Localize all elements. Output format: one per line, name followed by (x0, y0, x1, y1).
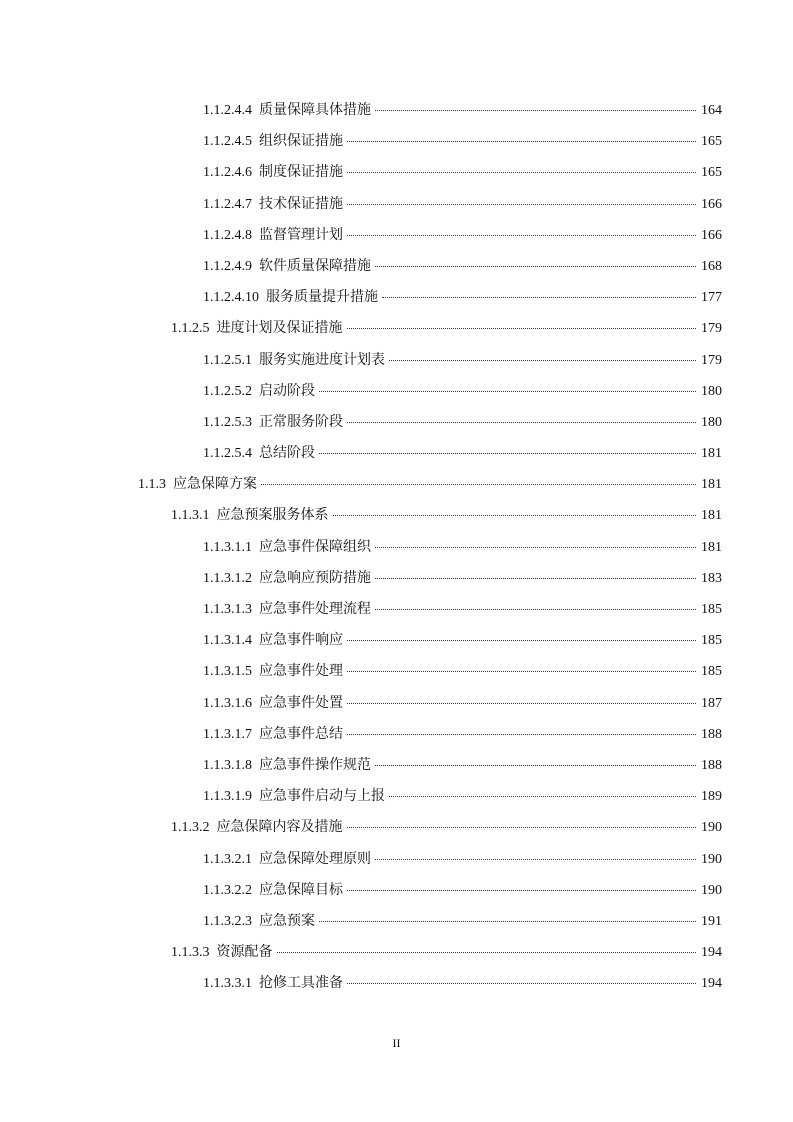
toc-entry-title: 应急事件处理 (259, 663, 343, 680)
toc-entry-number: 1.1.2.4.8 (203, 227, 252, 243)
dot-leader (347, 734, 696, 735)
dot-leader (347, 703, 696, 704)
toc-entry-page: 185 (701, 664, 722, 680)
toc-entry[interactable] (0, 469, 793, 500)
toc-entry-page: 187 (701, 695, 722, 711)
toc-entry-page: 185 (701, 633, 722, 649)
toc-entry-number: 1.1.3.3 (171, 945, 210, 961)
toc-entry-title: 应急事件保障组织 (259, 538, 371, 555)
toc-entry[interactable] (0, 438, 793, 469)
toc-entry-number: 1.1.2.4.10 (203, 290, 259, 306)
toc-entry-number: 1.1.3.2.1 (203, 851, 252, 867)
toc-entry-title: 应急保障处理原则 (259, 850, 371, 867)
toc-entry-page: 190 (701, 882, 722, 898)
toc-entry-page: 166 (701, 196, 722, 212)
toc-entry-number: 1.1.3.2.2 (203, 882, 252, 898)
dot-leader (382, 297, 696, 298)
toc-entry-title: 服务实施进度计划表 (259, 351, 385, 368)
dot-leader (347, 422, 696, 423)
dot-leader (375, 859, 696, 860)
toc-entry[interactable] (0, 500, 793, 531)
toc-entry-number: 1.1.3.1.8 (203, 757, 252, 773)
dot-leader (347, 827, 697, 828)
dot-leader (375, 266, 696, 267)
toc-entry-title: 质量保障具体措施 (259, 102, 371, 118)
toc-entry-title: 进度计划及保证措施 (216, 320, 343, 337)
dot-leader (347, 983, 696, 984)
dot-leader (333, 515, 697, 516)
toc-entry-title: 应急保障目标 (259, 881, 343, 898)
toc-entry[interactable] (0, 282, 793, 313)
toc-entry-page: 194 (701, 945, 722, 961)
dot-leader (375, 547, 696, 548)
toc-entry[interactable] (0, 937, 793, 968)
toc-entry-title: 服务质量提升措施 (266, 289, 378, 306)
toc-entry-number: 1.1.3.3.1 (203, 976, 252, 992)
toc-entry-title: 应急预案服务体系 (216, 507, 329, 524)
toc-entry-number: 1.1.2.5.3 (203, 414, 252, 430)
toc-entry[interactable] (0, 906, 793, 937)
toc-entry-title: 启动阶段 (259, 382, 315, 399)
dot-leader (347, 328, 697, 329)
toc-entry-number: 1.1.2.4.9 (203, 258, 252, 274)
toc-entry-page: 168 (701, 258, 722, 274)
toc-entry-title: 应急保障内容及措施 (216, 819, 343, 836)
dot-leader (261, 484, 696, 485)
dot-leader (375, 609, 696, 610)
toc-entry[interactable] (0, 189, 793, 220)
toc-entry-number: 1.1.3.1.1 (203, 539, 252, 555)
toc-entry-number: 1.1.2.5.4 (203, 446, 252, 462)
toc-entry[interactable] (0, 812, 793, 843)
table-of-contents (0, 95, 793, 999)
dot-leader (319, 453, 696, 454)
toc-entry-title: 应急事件响应 (259, 632, 343, 649)
toc-entry-number: 1.1.3.1 (171, 508, 210, 524)
toc-entry-page: 164 (701, 103, 722, 118)
toc-entry-number: 1.1.3.2 (171, 820, 210, 836)
toc-entry-page: 179 (701, 352, 722, 368)
toc-entry[interactable] (0, 376, 793, 407)
toc-entry-page: 180 (701, 383, 722, 399)
toc-entry-page: 181 (701, 477, 722, 493)
toc-entry-number: 1.1.2.4.7 (203, 196, 252, 212)
dot-leader (319, 921, 696, 922)
dot-leader (375, 578, 696, 579)
toc-entry-number: 1.1.2.5.1 (203, 352, 252, 368)
toc-entry-title: 监督管理计划 (259, 226, 343, 243)
toc-entry-number: 1.1.3.1.2 (203, 570, 252, 586)
dot-leader (375, 110, 696, 111)
dot-leader (347, 890, 696, 891)
toc-entry-title: 应急事件操作规范 (259, 756, 371, 773)
toc-entry-page: 166 (701, 227, 722, 243)
toc-entry-page: 180 (701, 414, 722, 430)
toc-entry[interactable] (0, 844, 793, 875)
toc-entry[interactable] (0, 313, 793, 344)
toc-entry-number: 1.1.3 (138, 477, 166, 493)
toc-entry-page: 181 (701, 539, 722, 555)
toc-entry-number: 1.1.3.1.5 (203, 664, 252, 680)
dot-leader (319, 391, 696, 392)
toc-entry[interactable] (0, 220, 793, 251)
toc-entry-page: 181 (701, 446, 722, 462)
toc-entry[interactable] (0, 594, 793, 625)
toc-entry[interactable] (0, 157, 793, 188)
toc-entry[interactable] (0, 968, 793, 999)
dot-leader (347, 141, 696, 142)
toc-entry-number: 1.1.3.1.4 (203, 633, 252, 649)
toc-entry-title: 制度保证措施 (259, 164, 343, 181)
toc-entry-title: 总结阶段 (259, 445, 315, 462)
toc-entry-number: 1.1.2.4.6 (203, 165, 252, 181)
toc-entry-page: 165 (701, 134, 722, 150)
toc-entry-title: 抢修工具准备 (259, 975, 343, 992)
toc-entry-page: 177 (701, 290, 722, 306)
toc-entry-page: 165 (701, 165, 722, 181)
toc-entry-page: 188 (701, 726, 722, 742)
toc-entry-page: 190 (701, 820, 722, 836)
dot-leader (389, 360, 696, 361)
toc-entry-page: 191 (701, 913, 722, 929)
toc-entry-number: 1.1.2.5 (171, 321, 210, 337)
toc-entry-page: 179 (701, 321, 722, 337)
toc-entry-title: 应急事件处置 (259, 694, 343, 711)
toc-entry[interactable] (0, 781, 793, 812)
toc-entry-title: 组织保证措施 (259, 133, 343, 150)
toc-entry-page: 194 (701, 976, 722, 992)
toc-entry[interactable] (0, 656, 793, 687)
toc-entry-page: 190 (701, 851, 722, 867)
toc-entry[interactable] (0, 563, 793, 594)
dot-leader (347, 235, 696, 236)
toc-entry-title: 应急保障方案 (173, 476, 257, 493)
toc-entry-title: 应急事件处理流程 (259, 601, 371, 617)
dot-leader (375, 765, 696, 766)
toc-entry[interactable] (0, 532, 793, 563)
toc-entry-number: 1.1.2.4.5 (203, 134, 252, 150)
toc-entry-number: 1.1.3.1.6 (203, 695, 252, 711)
toc-entry-title: 正常服务阶段 (259, 413, 343, 430)
toc-entry-number: 1.1.3.2.3 (203, 913, 252, 929)
toc-entry-number: 1.1.2.4.4 (203, 103, 252, 118)
toc-entry-page: 181 (701, 508, 722, 524)
toc-entry[interactable] (0, 625, 793, 656)
dot-leader (389, 796, 696, 797)
dot-leader (277, 952, 697, 953)
toc-entry-page: 189 (701, 789, 722, 805)
toc-entry-title: 软件质量保障措施 (259, 257, 371, 274)
toc-entry[interactable] (0, 407, 793, 438)
toc-entry-number: 1.1.3.1.7 (203, 726, 252, 742)
page-number-footer: II (392, 1036, 401, 1050)
toc-entry-title: 应急响应预防措施 (259, 569, 371, 586)
toc-entry-number: 1.1.2.5.2 (203, 383, 252, 399)
toc-entry-number: 1.1.3.1.9 (203, 789, 252, 805)
toc-entry[interactable] (0, 750, 793, 781)
toc-entry[interactable] (0, 719, 793, 750)
toc-entry[interactable] (0, 875, 793, 906)
toc-entry-page: 188 (701, 757, 722, 773)
toc-entry-title: 应急预案 (259, 912, 315, 929)
dot-leader (347, 204, 696, 205)
toc-entry[interactable] (0, 688, 793, 719)
toc-entry-title: 资源配备 (216, 944, 273, 961)
dot-leader (347, 172, 696, 173)
dot-leader (347, 640, 696, 641)
toc-entry-title: 技术保证措施 (259, 195, 343, 212)
toc-entry-title: 应急事件总结 (259, 725, 343, 742)
toc-entry-page: 183 (701, 570, 722, 586)
toc-entry[interactable] (0, 95, 793, 126)
toc-entry[interactable] (0, 345, 793, 376)
toc-entry[interactable] (0, 126, 793, 157)
toc-entry-title: 应急事件启动与上报 (259, 788, 385, 805)
toc-entry[interactable] (0, 251, 793, 282)
toc-entry-page: 185 (701, 602, 722, 617)
dot-leader (347, 671, 696, 672)
toc-entry-number: 1.1.3.1.3 (203, 602, 252, 617)
